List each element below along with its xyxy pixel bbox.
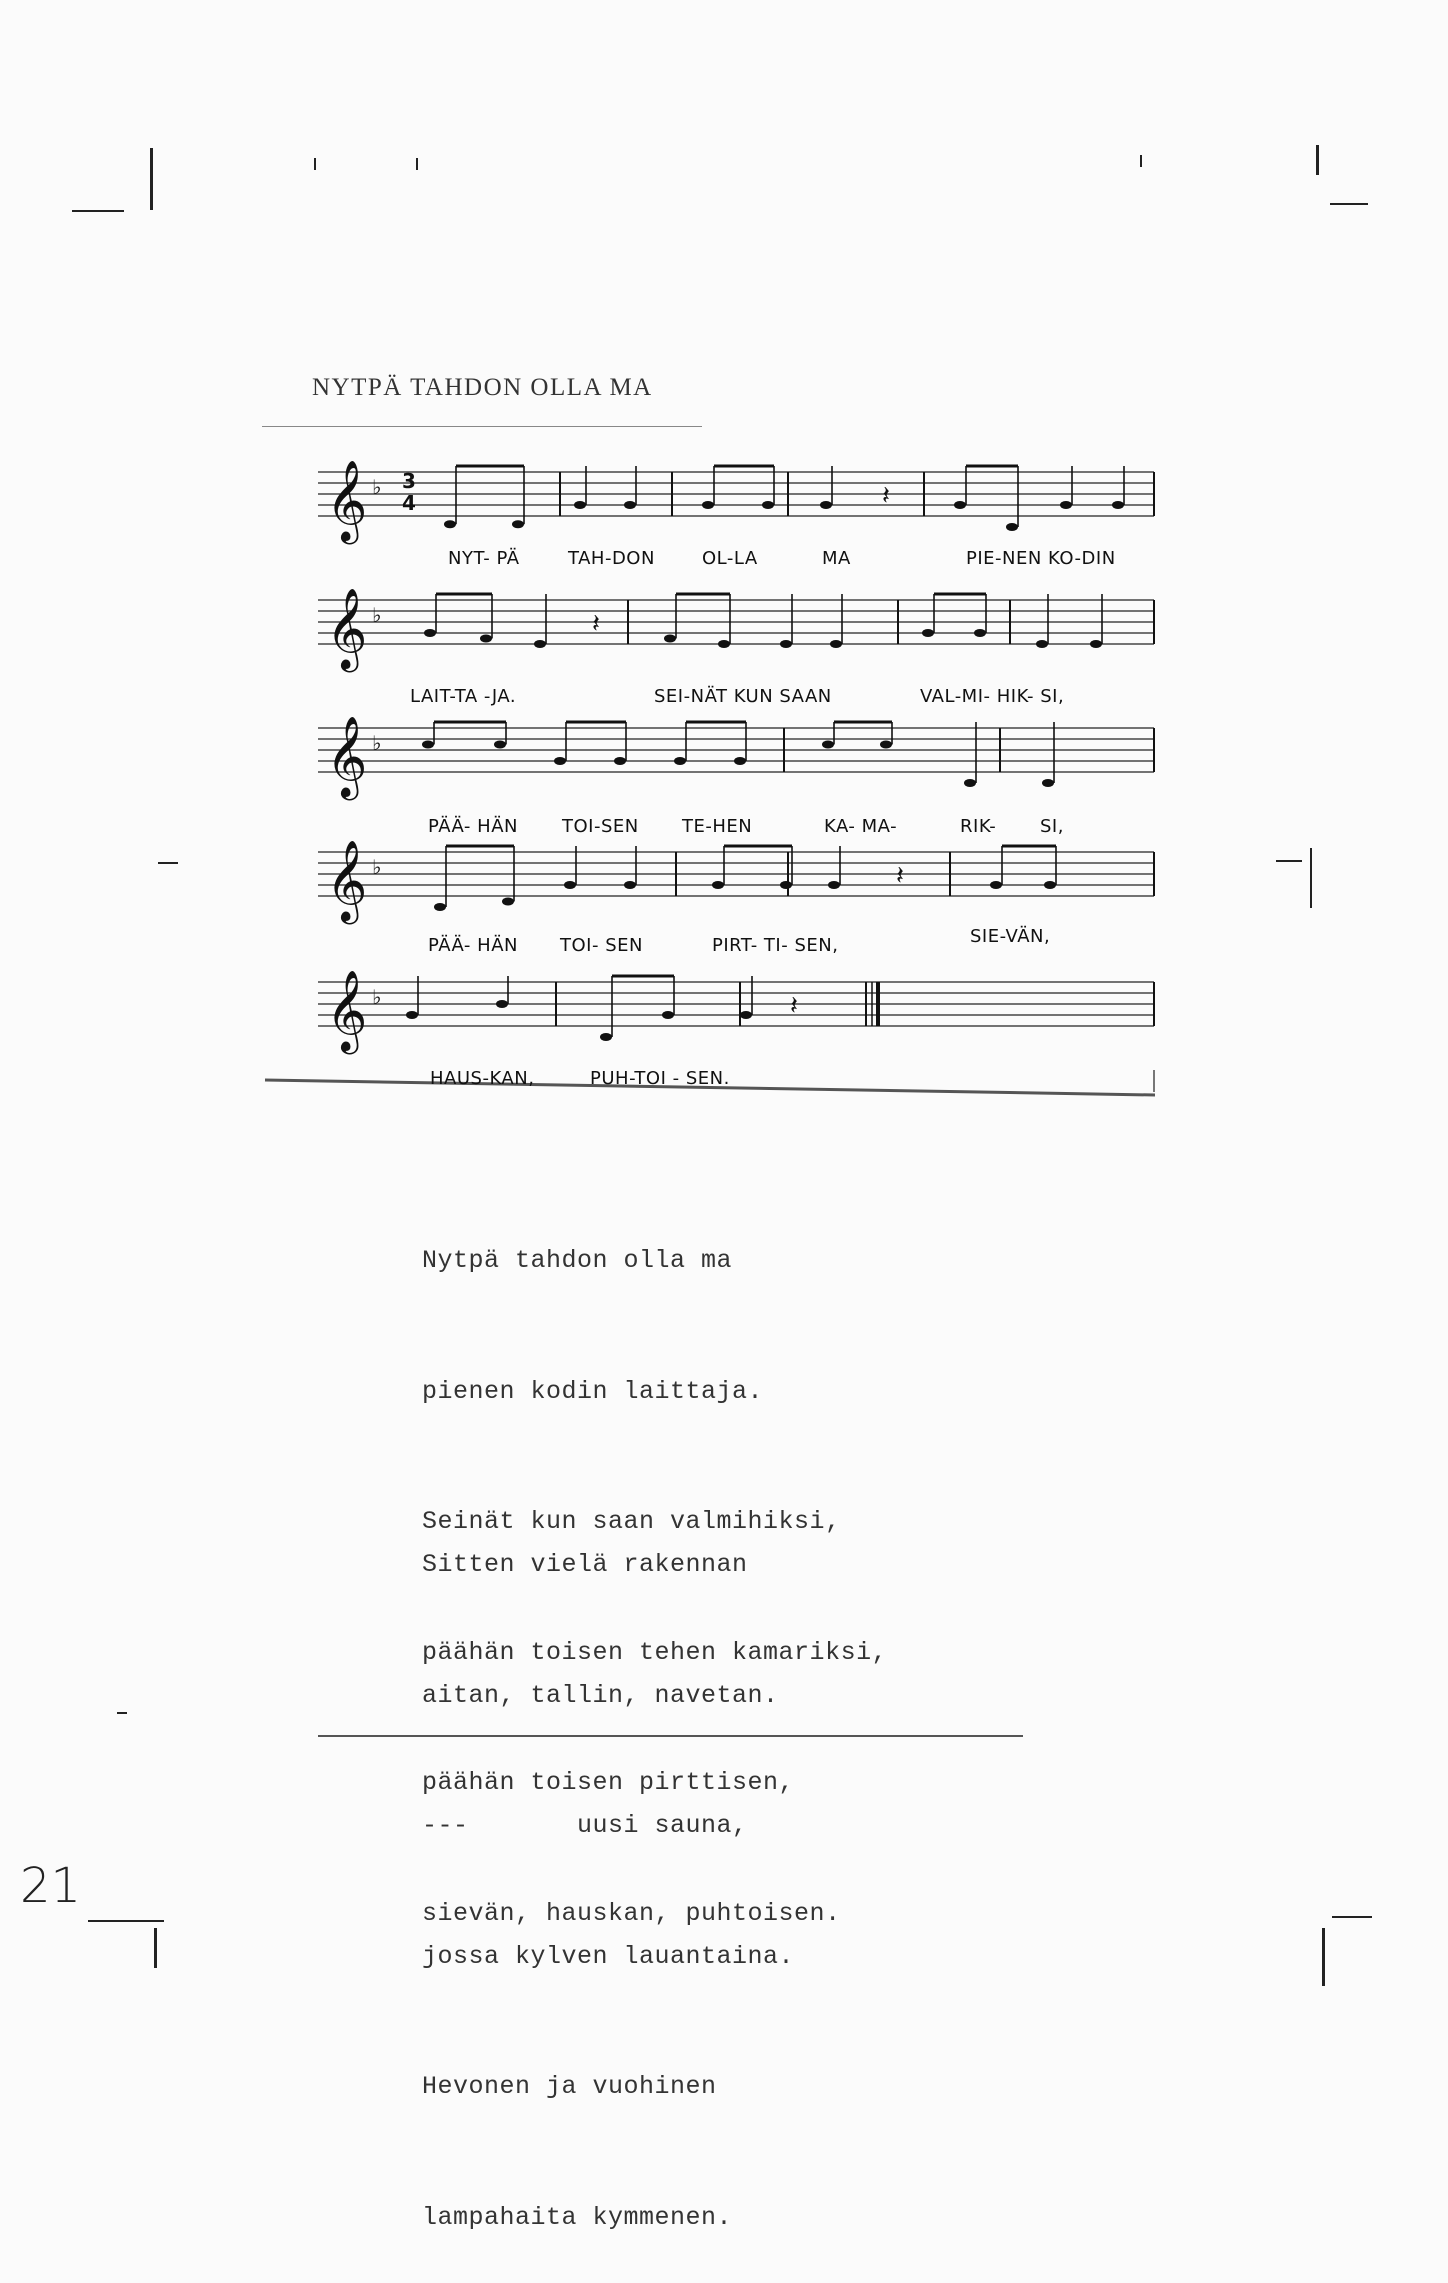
lyric-syllable: TE-HEN xyxy=(682,816,753,837)
music-score xyxy=(0,0,1448,1140)
note-head xyxy=(820,501,832,509)
verse-line: päähän toisen tehen kamariksi, xyxy=(422,1637,888,1667)
lyric-syllable: SEI-NÄT KUN SAAN xyxy=(654,686,832,707)
quarter-rest-icon: 𝄽 xyxy=(592,609,600,639)
note-head xyxy=(624,881,636,889)
note-head xyxy=(734,757,746,765)
crop-mark xyxy=(1322,1928,1325,1986)
note-head xyxy=(974,629,986,637)
note-head xyxy=(740,1011,752,1019)
flat-sign-icon: ♭ xyxy=(372,603,382,627)
note-head xyxy=(534,640,546,648)
treble-clef-icon: 𝄞 xyxy=(326,969,368,1051)
note-head xyxy=(422,741,434,749)
note-head xyxy=(502,898,514,906)
note-head xyxy=(1090,640,1102,648)
verse-line: päähän toisen pirttisen, xyxy=(422,1768,795,1797)
note-head xyxy=(600,1033,612,1041)
bottom-rule xyxy=(318,1735,1023,1737)
lyric-syllable: PIRT- TI- SEN, xyxy=(712,935,839,956)
lyric-syllable: PUH-TOI - SEN. xyxy=(590,1068,730,1089)
note-head xyxy=(830,640,842,648)
verse-line: sievän, hauskan, puhtoisen. xyxy=(422,1898,841,1928)
lyric-syllable: PIE-NEN KO-DIN xyxy=(966,548,1116,569)
treble-clef-icon: 𝄞 xyxy=(326,715,368,797)
note-head xyxy=(922,629,934,637)
note-head xyxy=(780,640,792,648)
note-head xyxy=(574,501,586,509)
note-head xyxy=(822,741,834,749)
verse-line: jossa kylven lauantaina. xyxy=(422,1941,795,1971)
lyric-syllable: RIK- xyxy=(960,816,997,837)
note-head xyxy=(762,501,774,509)
note-head xyxy=(1044,881,1056,889)
lyric-syllable: TOI- SEN xyxy=(560,935,643,956)
flat-sign-icon: ♭ xyxy=(372,985,382,1009)
note-head xyxy=(954,501,966,509)
note-head xyxy=(496,1000,508,1008)
lyric-syllable: KA- MA- xyxy=(824,816,898,837)
time-signature: 4 xyxy=(402,491,416,515)
flat-sign-icon: ♭ xyxy=(372,855,382,879)
note-head xyxy=(702,501,714,509)
crop-mark xyxy=(1332,1916,1372,1918)
lyric-syllable: NYT- PÄ xyxy=(448,548,520,569)
verse-line: --- uusi sauna, xyxy=(422,1811,748,1840)
note-head xyxy=(990,881,1002,889)
lyric-syllable: TAH-DON xyxy=(568,548,655,569)
note-head xyxy=(554,757,566,765)
note-head xyxy=(512,520,524,528)
note-head xyxy=(662,1011,674,1019)
note-head xyxy=(964,779,976,787)
note-head xyxy=(674,757,686,765)
note-head xyxy=(1036,640,1048,648)
note-head xyxy=(1042,779,1054,787)
note-head xyxy=(664,635,676,643)
note-head xyxy=(444,520,456,528)
note-head xyxy=(1112,501,1124,509)
note-head xyxy=(494,741,506,749)
lyric-syllable: HAUS-KAN, xyxy=(430,1068,535,1089)
note-head xyxy=(614,757,626,765)
lyric-syllable: OL-LA xyxy=(702,548,758,569)
note-head xyxy=(424,629,436,637)
treble-clef-icon: 𝄞 xyxy=(326,587,368,669)
verse-line: pienen kodin laittaja. xyxy=(422,1376,764,1406)
page-number: 21 xyxy=(20,1858,82,1914)
note-head xyxy=(1006,523,1018,531)
note-head xyxy=(406,1011,418,1019)
quarter-rest-icon: 𝄽 xyxy=(790,991,798,1021)
crop-mark xyxy=(117,1712,127,1714)
lyric-syllable: PÄÄ- HÄN xyxy=(428,935,518,956)
note-head xyxy=(434,903,446,911)
song-title: NYTPÄ TAHDON OLLA MA xyxy=(312,374,653,401)
crop-mark xyxy=(154,1928,157,1968)
lyric-syllable: TOI-SEN xyxy=(562,816,639,837)
quarter-rest-icon: 𝄽 xyxy=(882,481,890,511)
verse-2 xyxy=(422,1456,794,2283)
verse-line: lampahaita kymmenen. xyxy=(422,2202,733,2232)
note-head xyxy=(480,635,492,643)
lyric-syllable: LAIT-TA -JA. xyxy=(410,686,517,707)
verse-line: Hevonen ja vuohinen xyxy=(422,2072,717,2101)
lyric-syllable: PÄÄ- HÄN xyxy=(428,816,518,837)
verse-line: Seinät kun saan valmihiksi, xyxy=(422,1507,841,1536)
note-head xyxy=(712,881,724,889)
note-head xyxy=(624,501,636,509)
lyric-syllable: VAL-MI- HIK- SI, xyxy=(920,686,1065,707)
note-head xyxy=(564,881,576,889)
crop-mark xyxy=(88,1920,164,1922)
lyric-syllable: MA xyxy=(822,548,851,569)
note-head xyxy=(780,881,792,889)
note-head xyxy=(828,881,840,889)
treble-clef-icon: 𝄞 xyxy=(326,839,368,921)
flat-sign-icon: ♭ xyxy=(372,731,382,755)
verse-line: Nytpä tahdon olla ma xyxy=(422,1246,733,1275)
flat-sign-icon: ♭ xyxy=(372,475,382,499)
quarter-rest-icon: 𝄽 xyxy=(896,861,904,891)
lyric-syllable: SIE-VÄN, xyxy=(970,926,1051,947)
verse-line: Sitten vielä rakennan xyxy=(422,1550,748,1579)
treble-clef-icon: 𝄞 xyxy=(326,459,368,541)
note-head xyxy=(880,741,892,749)
lyric-syllable: SI, xyxy=(1040,816,1064,837)
note-head xyxy=(718,640,730,648)
verse-line: aitan, tallin, navetan. xyxy=(422,1680,779,1710)
time-signature: 3 xyxy=(402,469,416,493)
note-head xyxy=(1060,501,1072,509)
